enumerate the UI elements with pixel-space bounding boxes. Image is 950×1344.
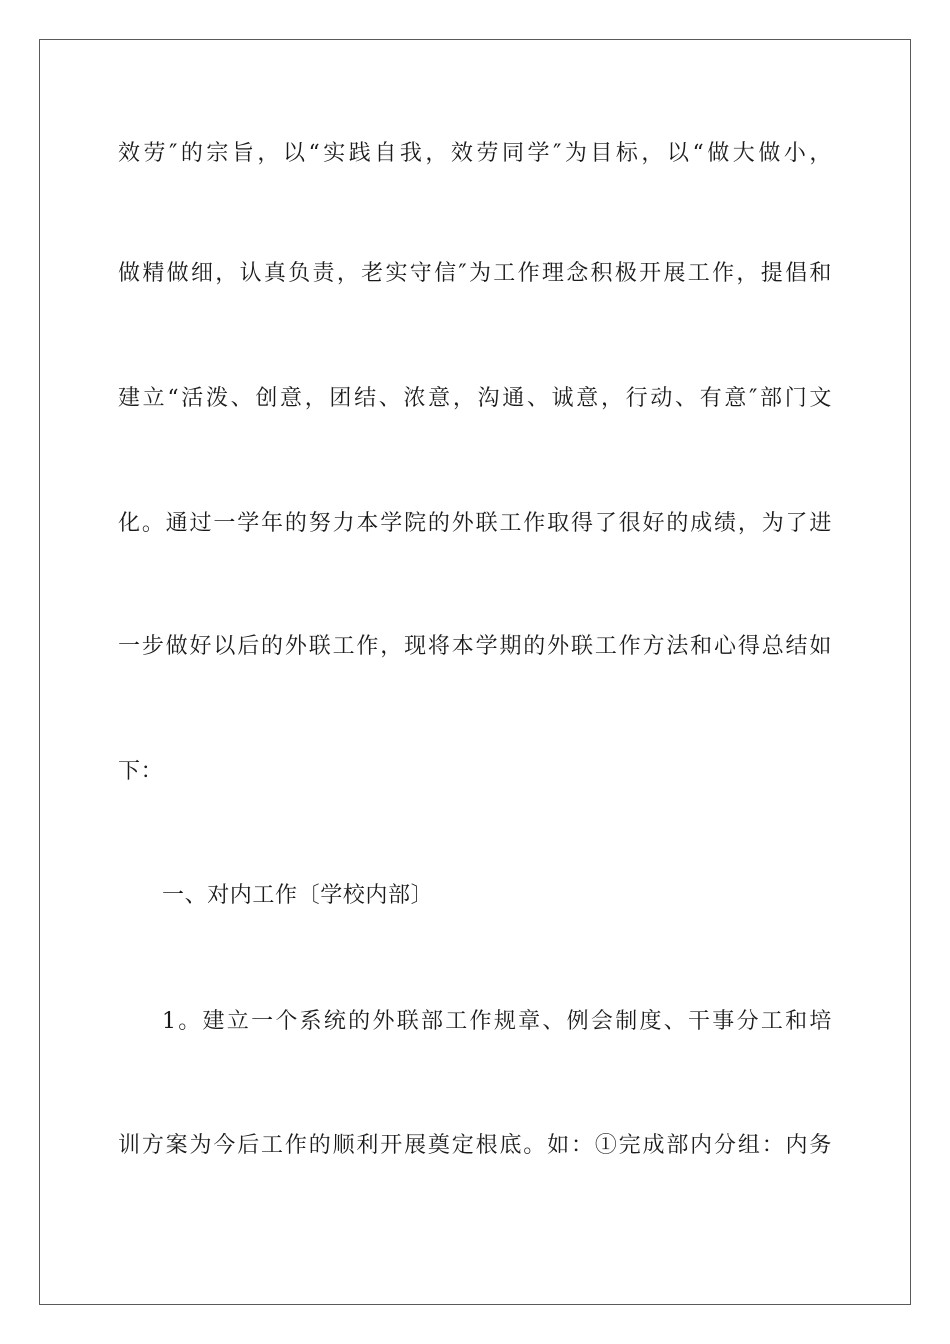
paragraph-line: 化。通过一学年的努力本学院的外联工作取得了很好的成绩，为了进 [118,511,832,536]
paragraph-line: 一步做好以后的外联工作，现将本学期的外联工作方法和心得总结如 [118,634,832,659]
page-border [39,39,911,1305]
paragraph-line: 下： [118,759,164,784]
paragraph-line: 做精做细，认真负责，老实守信″为工作理念积极开展工作，提倡和 [118,261,832,286]
paragraph-line: 建立“活泼、创意，团结、浓意，沟通、诚意，行动、有意″部门文 [118,386,832,411]
section-heading: 一、对内工作〔学校内部〕 [162,883,434,908]
paragraph-line: 效劳″的宗旨，以“实践自我，效劳同学″为目标，以“做大做小， [118,141,832,166]
numbered-item-line: 1。建立一个系统的外联部工作规章、例会制度、干事分工和培 [162,1009,832,1034]
paragraph-line: 训方案为今后工作的顺利开展奠定根底。如：①完成部内分组：内务 [118,1133,832,1158]
